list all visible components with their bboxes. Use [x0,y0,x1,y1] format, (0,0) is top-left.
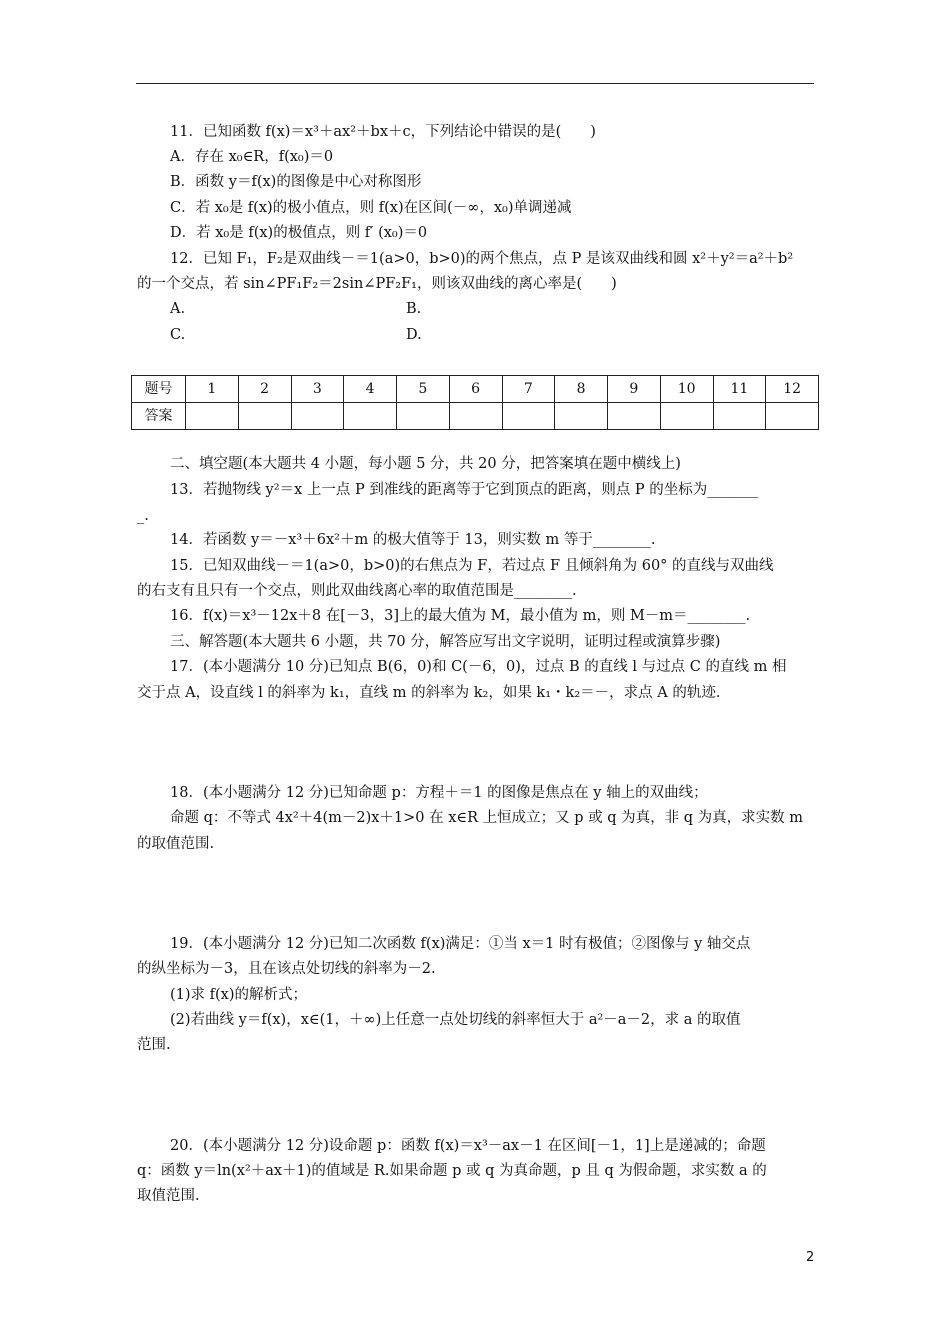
q20-stem-line1: 20．(本小题满分 12 分)设命题 p：函数 f(x)＝x³－ax－1 在区间[－1，1]上是递减的；命题 [170,1138,766,1154]
question-number-cell: 8 [555,376,608,403]
answer-table [131,375,819,430]
q11-stem: 11．已知函数 f(x)＝x³＋ax²＋bx＋c，下列结论中错误的是( ) [170,124,596,140]
q12-option-d: D. [406,327,422,343]
question-number-cell: 7 [502,376,555,403]
answer-table-answer-row [132,403,819,430]
q15-stem-line2: 的右支有且只有一个交点，则此双曲线离心率的取值范围是________. [137,583,577,599]
question-number-cell: 9 [608,376,661,403]
q20-stem-line3: 取值范围. [137,1188,200,1204]
question-number-cell: 10 [660,376,713,403]
answer-cell[interactable] [397,403,450,430]
q18-stem-line3: 的取值范围. [137,836,215,852]
q19-stem-line1: 19．(本小题满分 12 分)已知二次函数 f(x)满足：①当 x＝1 时有极值；②图像与 y 轴交点 [170,936,751,952]
question-number-cell: 5 [397,376,450,403]
q18-stem-line1: 18．(本小题满分 12 分)已知命题 p：方程＋＝1 的图像是焦点在 y 轴上的双曲线； [170,785,708,801]
question-number-cell: 12 [766,376,819,403]
q13-stem-line1: 13．若抛物线 y²＝x 上一点 P 到准线的距离等于它到顶点的距离，则点 P 的坐标为_______ [170,482,759,498]
section-3-heading: 三、解答题(本大题共 6 小题，共 70 分，解答应写出文字说明，证明过程或演算步骤) [170,634,721,650]
question-number-cell: 1 [186,376,239,403]
question-number-cell: 4 [344,376,397,403]
q11-option-b: B．函数 y＝f(x)的图像是中心对称图形 [170,174,422,190]
q15-stem-line1: 15．已知双曲线－＝1(a>0，b>0)的右焦点为 F，若过点 F 且倾斜角为 60° 的直线与双曲线 [170,558,774,574]
question-number-cell: 2 [238,376,291,403]
answer-cell[interactable] [608,403,661,430]
q19-stem-line2: 的纵坐标为－3，且在该点处切线的斜率为－2. [137,961,436,977]
answer-cell[interactable] [291,403,344,430]
q12-option-c: C. [170,327,186,343]
q11-option-c: C．若 x₀是 f(x)的极小值点，则 f(x)在区间(－∞，x₀)单调递减 [170,200,572,216]
q12-option-b: B. [406,301,422,317]
answer-cell[interactable] [766,403,819,430]
q18-stem-line2: 命题 q：不等式 4x²＋4(m－2)x＋1>0 在 x∈R 上恒成立；又 p 或 q 为真，非 q 为真，求实数 m [170,810,804,826]
q14-stem: 14．若函数 y＝－x³＋6x²＋m 的极大值等于 13，则实数 m 等于________. [170,532,656,548]
answer-cell[interactable] [660,403,713,430]
question-number-cell: 3 [291,376,344,403]
q11-option-a: A．存在 x₀∈R，f(x₀)＝0 [170,149,334,165]
q12-stem-line2: 的一个交点，若 sin∠PF₁F₂＝2sin∠PF₂F₁，则该双曲线的离心率是( ) [137,276,617,292]
q16-stem: 16．f(x)＝x³－12x＋8 在[－3，3]上的最大值为 M，最小值为 m，则 M－m＝________. [170,608,751,624]
answer-table-header-row [132,376,819,403]
answer-cell[interactable] [713,403,766,430]
q13-stem-line2: _. [137,508,149,524]
answer-table-header-label: 题号 [132,376,186,403]
answer-cell[interactable] [344,403,397,430]
q19-part2-line2: 范围. [137,1037,171,1053]
answer-cell[interactable] [186,403,239,430]
answer-cell[interactable] [555,403,608,430]
q12-option-a: A. [170,301,186,317]
q17-stem-line1: 17．(本小题满分 10 分)已知点 B(6，0)和 C(－6，0)，过点 B 的直线 l 与过点 C 的直线 m 相 [170,659,787,675]
q11-option-d: D．若 x₀是 f(x)的极值点，则 f′ (x₀)＝0 [170,225,428,241]
q17-stem-line2: 交于点 A，设直线 l 的斜率为 k₁，直线 m 的斜率为 k₂，如果 k₁・k₂＝－，求点 A 的轨迹. [137,685,721,701]
question-number-cell: 11 [713,376,766,403]
header-rule [136,83,814,84]
answer-table-answer-label: 答案 [132,403,186,430]
answer-cell[interactable] [502,403,555,430]
q20-stem-line2: q：函数 y＝ln(x²＋ax＋1)的值域是 R.如果命题 p 或 q 为真命题，p 且 q 为假命题，求实数 a 的 [137,1163,767,1179]
q12-stem-line1: 12．已知 F₁，F₂是双曲线－＝1(a>0，b>0)的两个焦点，点 P 是该双曲线和圆 x²＋y²＝a²＋b² [170,251,794,267]
page-number: 2 [806,1250,815,1265]
question-number-cell: 6 [449,376,502,403]
answer-cell[interactable] [238,403,291,430]
answer-cell[interactable] [449,403,502,430]
section-2-heading: 二、填空题(本大题共 4 小题，每小题 5 分，共 20 分，把答案填在题中横线上) [170,456,681,472]
q19-part1: (1)求 f(x)的解析式； [170,987,308,1003]
q19-part2-line1: (2)若曲线 y＝f(x)，x∈(1，＋∞)上任意一点处切线的斜率恒大于 a²－a－2，求 a 的取值 [170,1012,741,1028]
